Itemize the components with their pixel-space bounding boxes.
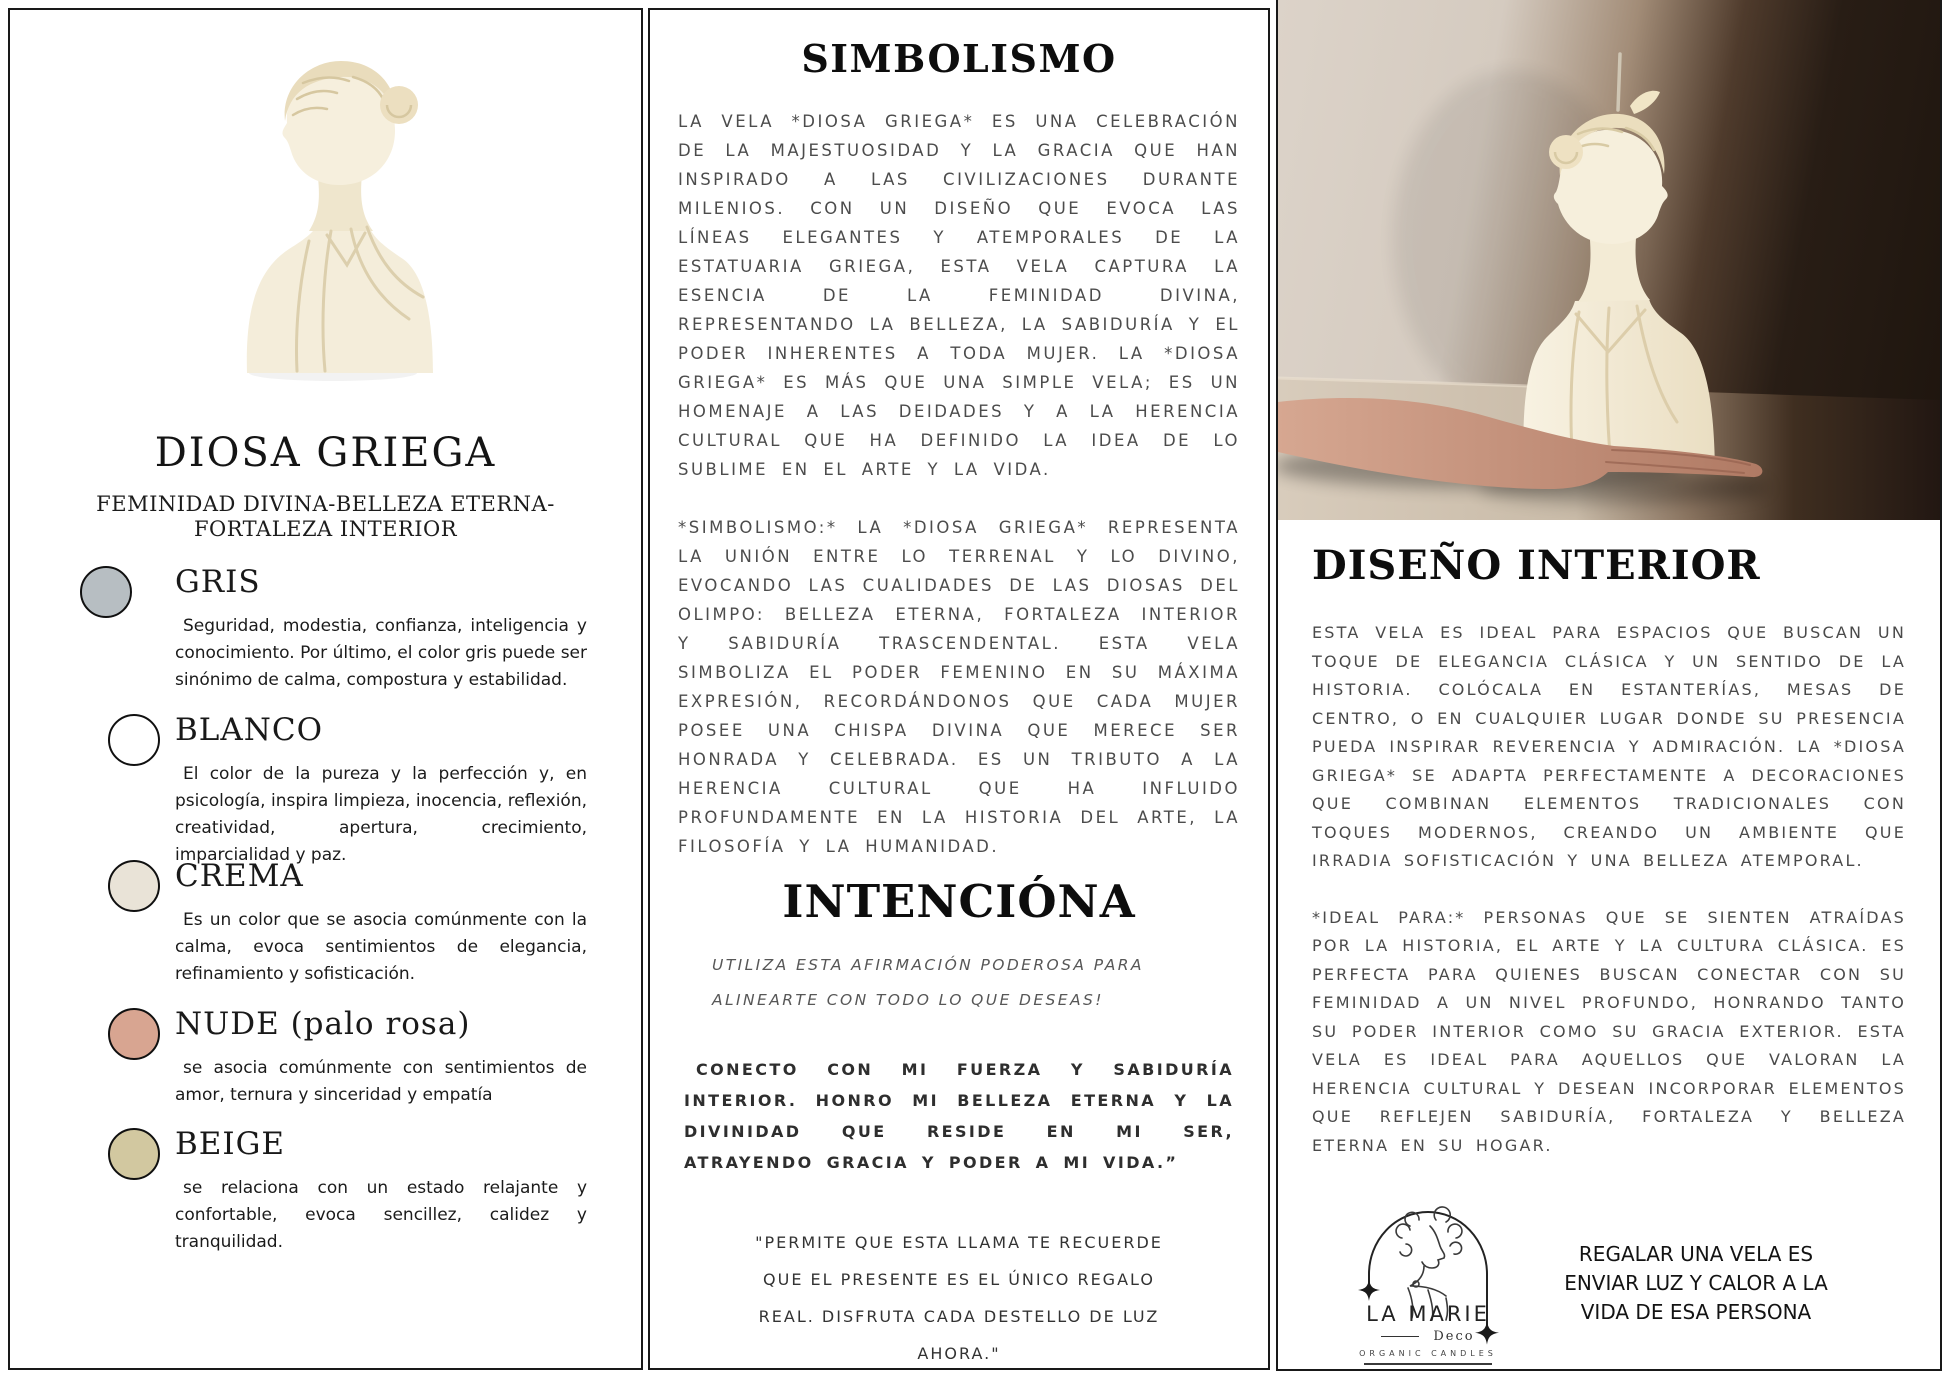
swatch-description: se relaciona con un estado relajante y confortable, evoca sencillez, calidez y tranquilidad. (175, 1178, 587, 1252)
candle-photo (1278, 0, 1940, 520)
product-subtitle-line1: FEMINIDAD DIVINA-BELLEZA ETERNA- (96, 492, 555, 516)
brand-logo (1352, 1186, 1504, 1364)
swatch-name: GRIS (175, 564, 261, 600)
swatch-description: Seguridad, modestia, confianza, inteligencia y conocimiento. Por último, el color gris puede ser sinónimo de calma, compostura y estabilidad. (175, 616, 587, 690)
interior-paragraph-1: ESTA VELA ES IDEAL PARA ESPACIOS QUE BUSCAN UN TOQUE DE ELEGANCIA CLÁSICA Y UN SENTIDO DE LA HISTORIA. COLÓCALA EN ESTANTERÍAS, MESAS DE CENTRO, O EN CUALQUIER LUGAR DONDE SU PRESENCIA PUEDA INSPIRAR REVERENCIA Y ADMIRACIÓN. LA *DIOSA GRIEGA* SE ADAPTA PERFECTAMENTE A DECORACIONES QUE COMBINAN ELEMENTOS TRADICIONALES CON TOQUES MODERNOS, CREANDO UN AMBIENTE QUE IRRADIA SOFISTICACIÓN Y UNA BELLEZA ATEMPORAL. (1312, 623, 1906, 870)
symbolism-paragraph-2: *SIMBOLISMO:* LA *DIOSA GRIEGA* REPRESENTA LA UNIÓN ENTRE LO TERRENAL Y LO DIVINO, EVOCANDO LAS CUALIDADES DE LAS DIOSAS DEL OLIMPO: BELLEZA ETERNA, FORTALEZA INTERIOR Y SABIDURÍA TRASCENDENTAL. ESTA VELA SIMBOLIZA EL PODER FEMENINO EN SU MÁXIMA EXPRESIÓN, RECORDÁNDONOS QUE CADA MUJER POSEE UNA CHISPA DIVINA QUE MERECE SER HONRADA Y CELEBRADA. ES UN TRIBUTO A LA HERENCIA CULTURAL QUE HA INFLUIDO PROFUNDAMENTE EN LA HISTORIA DEL ARTE, LA FILOSOFÍA Y LA HUMANIDAD. (678, 518, 1240, 856)
affirmation-text: CONECTO CON MI FUERZA Y SABIDURÍA INTERIOR. HONRO MI BELLEZA ETERNA Y LA DIVINIDAD QUE RESIDE EN MI SER, ATRAYENDO GRACIA Y PODER A MI VIDA.” (684, 1060, 1234, 1172)
swatch-name: CREMA (175, 858, 304, 894)
brand-tagline: ORGANIC CANDLES (1359, 1349, 1497, 1358)
swatch-name: BEIGE (175, 1126, 286, 1162)
product-title: DIOSA GRIEGA (154, 430, 497, 476)
swatch-row-crema (10, 858, 641, 988)
product-subtitle-line2: FORTALEZA INTERIOR (193, 517, 458, 541)
panel-symbolism (648, 8, 1270, 1370)
brand-subtitle: Deco (1352, 1329, 1504, 1344)
hand-holding-candle-image (1278, 0, 1940, 520)
panel-product (8, 8, 643, 1370)
swatch-row-gris (10, 564, 641, 694)
swatch-description: El color de la pureza y la perfección y, en psicología, inspira limpieza, inocencia, reflexión, creatividad, apertura, crecimiento, imparcialidad y paz. (175, 764, 587, 865)
swatch-circle-crema (108, 860, 160, 912)
section-heading-diseno-interior: DISEÑO INTERIOR (1312, 542, 1761, 589)
swatch-circle-blanco (108, 714, 160, 766)
section-heading-intenciona: INTENCIÓNA (782, 875, 1136, 928)
panel-interior-design (1276, 0, 1942, 1371)
symbolism-paragraph-1: LA VELA *DIOSA GRIEGA* ES UNA CELEBRACIÓN DE LA MAJESTUOSIDAD Y LA GRACIA QUE HAN INSPIRADO A LAS CIVILIZACIONES DURANTE MILENIOS. CON UN DISEÑO QUE EVOCA LAS LÍNEAS ELEGANTES Y ATEMPORALES DE LA ESTATUARIA GRIEGA, ESTA VELA CAPTURA LA ESENCIA DE LA FEMINIDAD DIVINA, REPRESENTANDO LA BELLEZA, LA SABIDURÍA Y EL PODER INHERENTES A TODA MUJER. LA *DIOSA GRIEGA* ES MÁS QUE UNA SIMPLE VELA; ES UN HOMENAJE A LAS DEIDADES Y A LA HERENCIA CULTURAL QUE HA DEFINIDO LA IDEA DE LO SUBLIME EN EL ARTE Y LA VIDA. (678, 112, 1240, 479)
swatch-circle-beige (108, 1128, 160, 1180)
swatch-circle-nude (108, 1008, 160, 1060)
swatch-description: se asocia comúnmente con sentimientos de amor, ternura y sinceridad y empatía (175, 1058, 587, 1105)
section-heading-simbolismo: SIMBOLISMO (801, 36, 1117, 81)
swatch-row-nude (10, 1006, 641, 1109)
intention-note: UTILIZA ESTA AFIRMACIÓN PODEROSA PARA ALINEARTE CON TODO LO QUE DESEAS! (712, 956, 1144, 1009)
product-subtitle (10, 492, 641, 542)
swatch-row-blanco (10, 712, 641, 869)
bust-illustration (10, 10, 641, 418)
brand-name: LA MARIE (1366, 1302, 1490, 1326)
flame-quote: "PERMITE QUE ESTA LLAMA TE RECUERDE QUE EL PRESENTE ES EL ÚNICO REGALO REAL. DISFRUTA CADA DESTELLO DE LUZ AHORA." (755, 1233, 1163, 1363)
swatch-name: NUDE (palo rosa) (175, 1006, 471, 1042)
interior-design-section (1278, 520, 1940, 1160)
logo-underline (1364, 1363, 1492, 1365)
swatch-description: Es un color que se asocia comúnmente con la calma, evoca sentimientos de elegancia, refinamiento y sofisticación. (175, 910, 587, 984)
swatch-row-beige (10, 1126, 641, 1256)
goddess-bust-image (181, 28, 471, 398)
swatch-name: BLANCO (175, 712, 324, 748)
gift-message: REGALAR UNA VELA ES ENVIAR LUZ Y CALOR A LA VIDA DE ESA PERSONA (1564, 1242, 1828, 1324)
interior-paragraph-2: *IDEAL PARA:* PERSONAS QUE SE SIENTEN ATRAÍDAS POR LA HISTORIA, EL ARTE Y LA CULTURA CLÁSICA. ES PERFECTA PARA QUIENES BUSCAN CONECTAR CON SU FEMINIDAD A UN NIVEL PROFUNDO, HONRANDO TANTO SU PODER INTERIOR COMO SU GRACIA EXTERIOR. ESTA VELA ES IDEAL PARA AQUELLOS QUE VALORAN LA HERENCIA CULTURAL Y DESEAN INCORPORAR ELEMENTOS QUE REFLEJEN SABIDURÍA, FORTALEZA Y BELLEZA ETERNA EN SU HOGAR. (1312, 907, 1906, 1155)
swatch-circle-gris (80, 566, 132, 618)
